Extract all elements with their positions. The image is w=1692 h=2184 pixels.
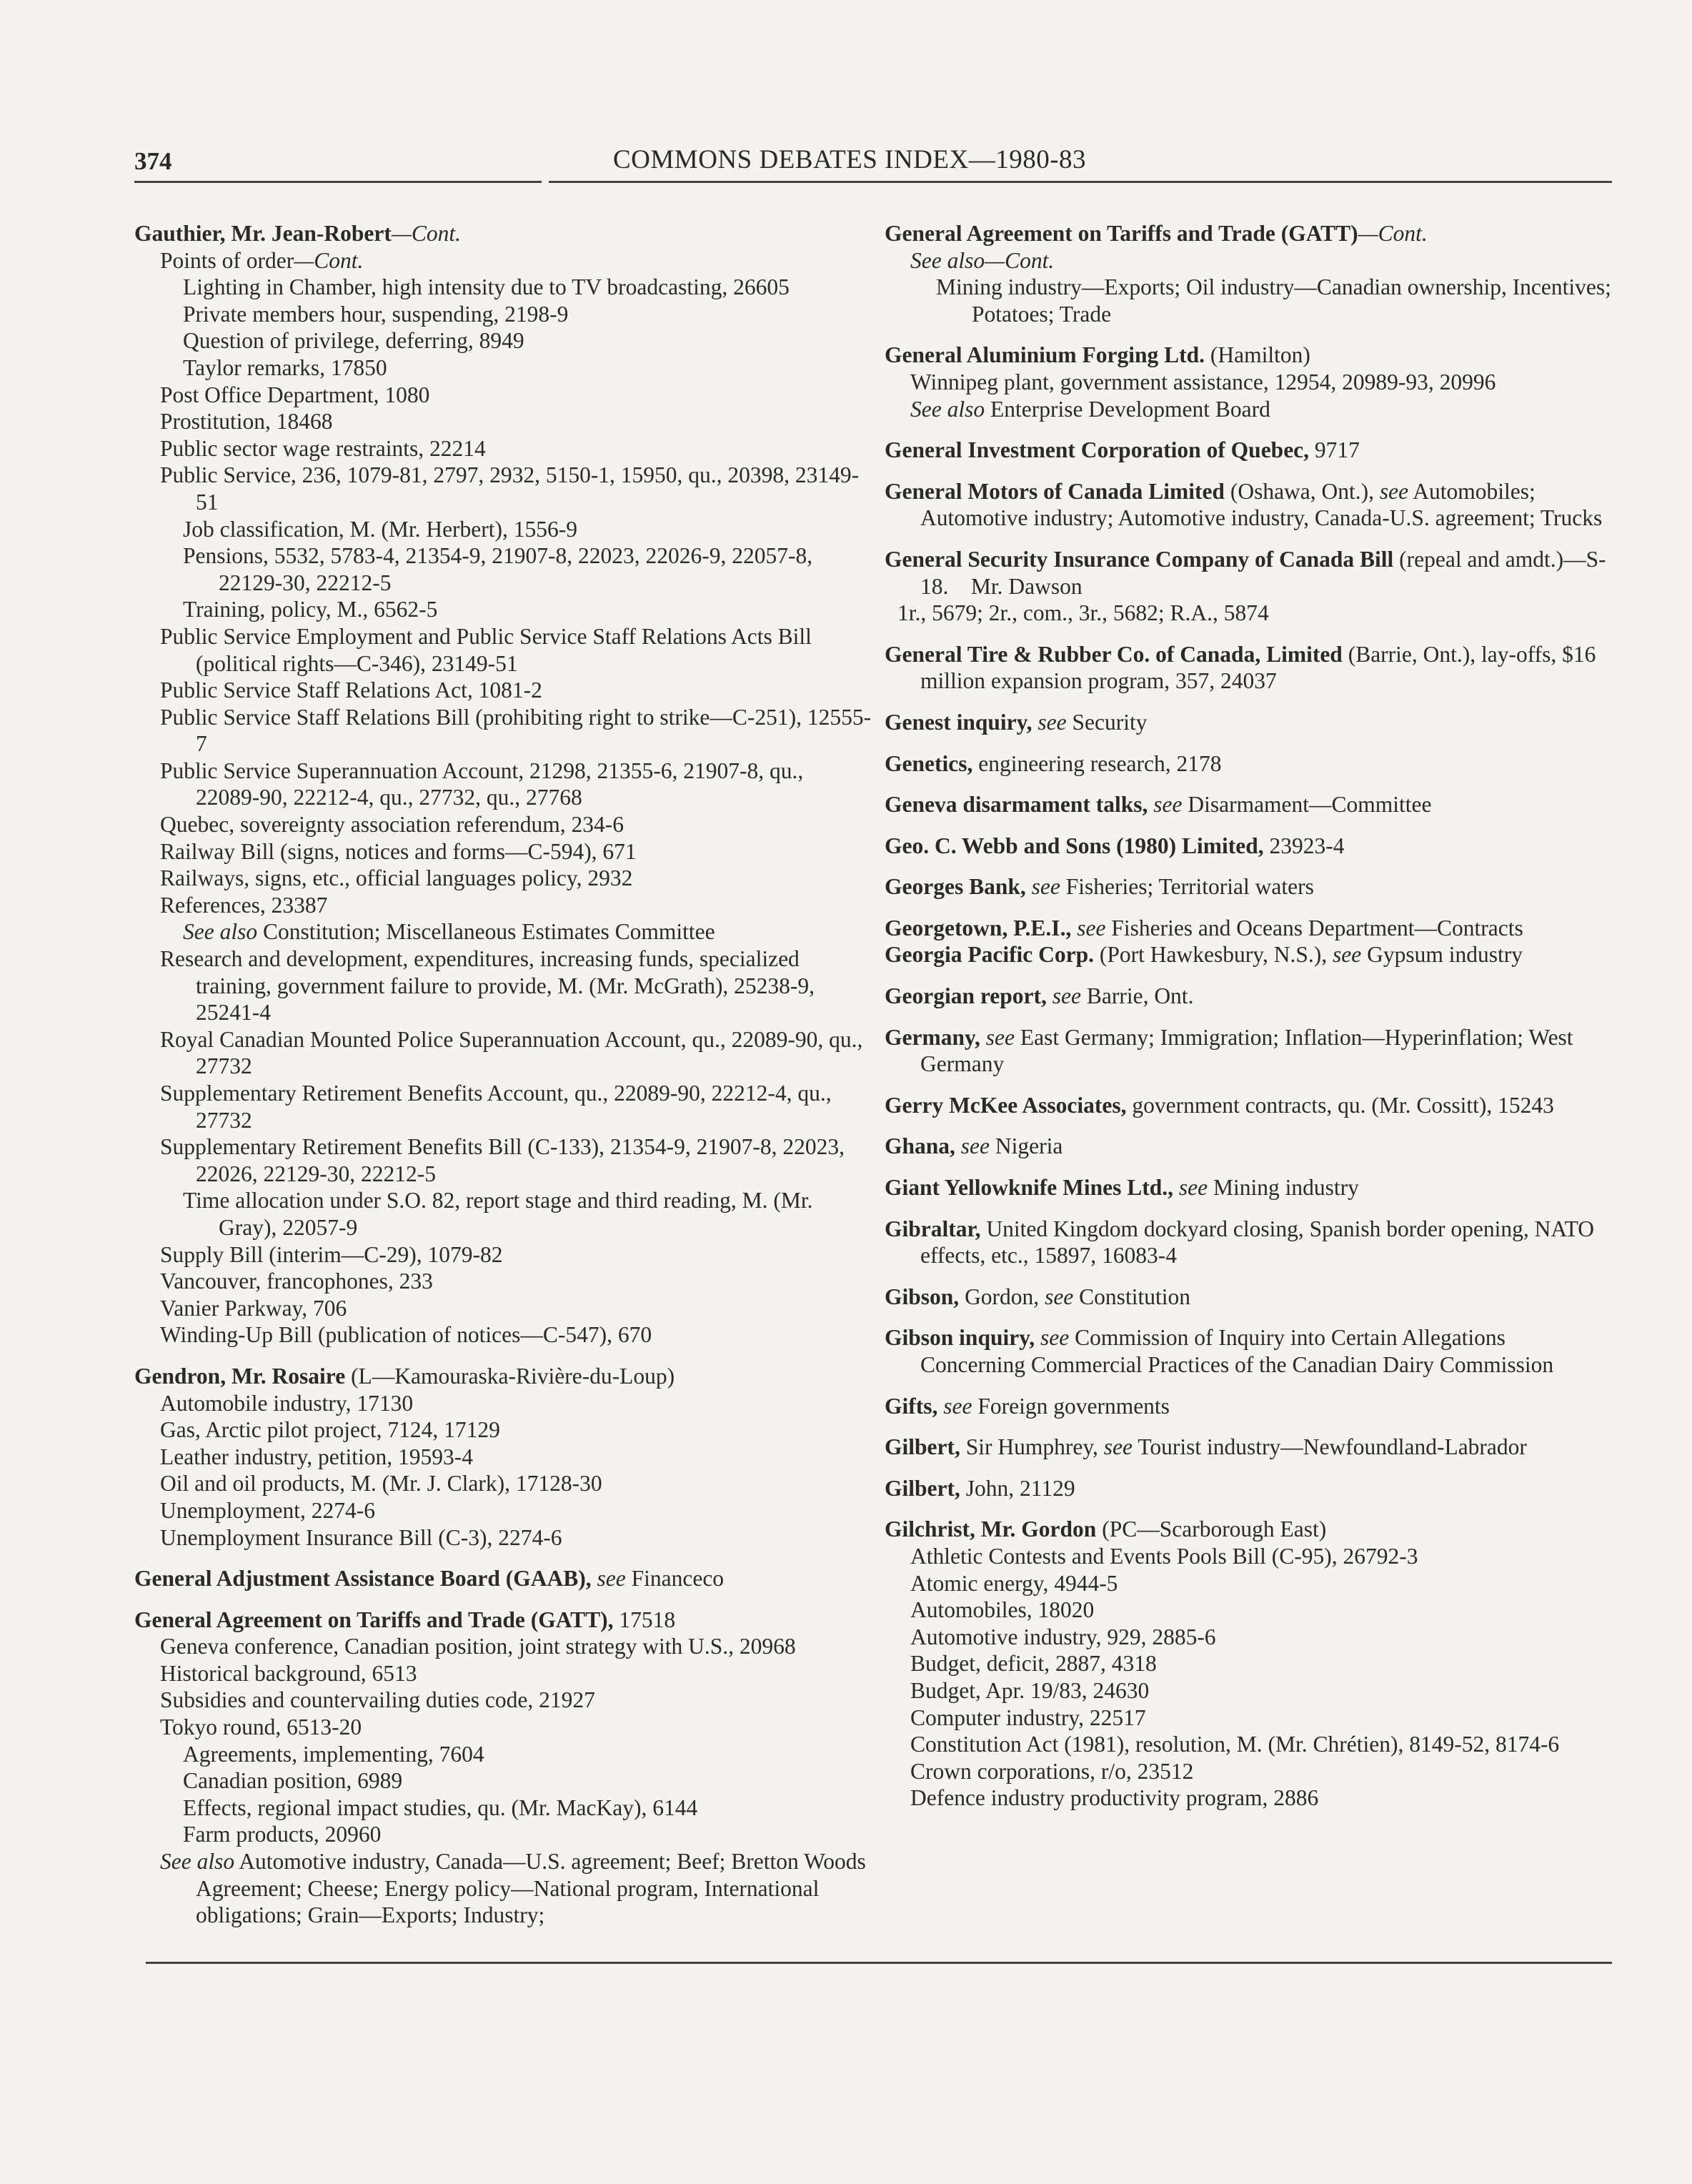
entry-heading [885,1475,1613,1502]
entry-heading [885,220,1613,247]
entry-name: Georgia Pacific Corp. [885,942,1095,968]
cont-label: —Cont. [1358,221,1428,246]
entry-name: General Aluminium Forging Ltd. [885,342,1205,368]
entry-heading [885,1434,1613,1461]
subentry-list [134,945,872,1349]
entry-heading [134,1363,872,1390]
entry-heading [885,915,1613,942]
index-entry [885,791,1613,818]
subentry: References, 23387 [160,892,328,918]
subentry: Athletic Contests and Events Pools Bill (C-95), 26792-3 [910,1543,1418,1569]
subentry: Automobiles, 18020 [910,1597,1095,1623]
subentry: Supplementary Retirement Benefits Bill (C-133), 21354-9, 21907-8, 22023, 22026, 22129-30, 22212-5 [160,1134,845,1186]
entry-text: Gordon, [959,1284,1045,1309]
entry-text: Nigeria [990,1133,1063,1159]
entry-text: Foreign governments [972,1393,1170,1419]
index-entry-gatt [134,1607,872,1929]
index-entry-gilchrist [885,1516,1613,1812]
index-entry-motors [885,478,1613,532]
entry-name: Geneva disarmament talks, [885,792,1148,818]
index-entry-gibraltar [885,1216,1613,1269]
entry-text: Mining industry [1208,1175,1359,1201]
see-label: see [1045,1284,1074,1309]
entry-text: 17518 [613,1607,676,1632]
see-also-line [134,918,872,945]
entry-text: Gypsum industry [1361,942,1523,968]
entry-heading [885,750,1613,778]
entry-heading [134,1607,872,1634]
entry-text: Constitution [1073,1284,1190,1309]
left-column [134,220,872,1929]
subentry: Gas, Arctic pilot project, 7124, 17129 [160,1417,500,1443]
see-also-label: See also [910,396,985,422]
entry-text: engineering research, 2178 [972,750,1222,776]
entry-text: Sir Humphrey, [960,1434,1104,1460]
sub-subentry: Time allocation under S.O. 82, report stage and third reading, M. (Mr. Gray), 22057-9 [183,1188,813,1240]
entry-heading [885,1174,1613,1201]
entry-name: Geo. C. Webb and Sons (1980) Limited, [885,833,1264,858]
entry-name: Gifts, [885,1393,938,1419]
entry-name: Gibraltar, [885,1216,981,1241]
entry-name: Gauthier, Mr. Jean-Robert [134,221,392,246]
entry-name: General Agreement on Tariffs and Trade (GATT), [134,1607,614,1632]
subentry: Crown corporations, r/o, 23512 [910,1758,1194,1784]
subentry: Railways, signs, etc., official languages policy, 2932 [160,865,633,891]
entry-heading [885,873,1613,900]
right-column [885,220,1613,1812]
entry-name: Gibson inquiry, [885,1325,1035,1351]
entry-text: (Oshawa, Ont.), [1224,478,1380,504]
subentry: Supplementary Retirement Benefits Account, qu., 22089-90, 22212-4, qu., 27732 [160,1081,832,1133]
entry-name: Gilbert, [885,1434,960,1460]
see-label: see [1103,1434,1133,1460]
subentry: Budget, Apr. 19/83, 24630 [910,1677,1150,1703]
entry-heading [885,437,1613,464]
see-also-line [885,247,1613,274]
subentry: Automotive industry, 929, 2885-6 [910,1624,1216,1649]
see-also-line [885,396,1613,423]
see-label: see [1332,942,1362,968]
subentry: Winnipeg plant, government assistance, 12954, 20989-93, 20996 [910,369,1496,394]
subentry: Computer industry, 22517 [910,1704,1146,1730]
index-entry-investment [885,437,1613,464]
subentry: Railway Bill (signs, notices and forms—C-594), 671 [160,838,637,864]
index-entry [885,833,1613,860]
entry-text: United Kingdom dockyard closing, Spanish border opening, NATO effects, etc., 15897, 16083-4 [920,1216,1595,1269]
index-entry-georgian [885,983,1613,1010]
subentry: Atomic energy, 4944-5 [910,1570,1118,1596]
see-also-text: Mining industry—Exports; Oil industry—Canadian ownership, Incentives; Potatoes; Trade [936,274,1611,327]
sub-subentry: Training, policy, M., 6562-5 [183,597,438,622]
subentry: Subsidies and countervailing duties code, 21927 [160,1687,595,1713]
subentry: Public Service Staff Relations Bill (prohibiting right to strike—C-251), 12555-7 [160,704,872,757]
entry-heading [885,342,1613,369]
entry-name: Genetics, [885,750,973,776]
subentry: Constitution Act (1981), resolution, M. (Mr. Chrétien), 8149-52, 8174-6 [910,1732,1560,1757]
subentry: Tokyo round, 6513-20 [160,1714,362,1740]
subentry: Automobile industry, 17130 [160,1390,414,1416]
see-label: see [1052,983,1081,1009]
entry-name: General Security Insurance Company of Canada Bill [885,546,1394,572]
see-also-text: Constitution; Miscellaneous Estimates Committee [257,919,715,945]
entry-name: Gendron, Mr. Rosaire [134,1363,346,1389]
simple-entry-list [885,709,1613,942]
see-label: see [1040,1325,1070,1351]
index-entry-gatt-cont [885,220,1613,327]
subentry: Post Office Department, 1080 [160,382,430,407]
index-entry-gifts [885,1393,1613,1420]
entry-heading [885,791,1613,818]
subentry-list [134,1390,872,1552]
entry-name: Germany, [885,1024,980,1050]
entry-text: Tourist industry—Newfoundland-Labrador [1133,1434,1527,1460]
entry-name: Giant Yellowknife Mines Ltd., [885,1175,1173,1201]
subentry-text: Points of order [160,247,294,273]
entry-heading [885,1216,1613,1269]
index-entry-gibson [885,1284,1613,1311]
entry-heading [885,546,1613,600]
sub-subentry: Taylor remarks, 17850 [183,354,387,380]
entry-text: John, 21129 [960,1475,1075,1501]
entry-text: (Hamilton) [1205,342,1310,368]
entry-text: Fisheries and Oceans Department—Contracts [1105,915,1523,940]
index-entry-ghana [885,1133,1613,1160]
cont-label: —Cont. [294,247,364,273]
entry-text: Automobiles; Automotive industry; Automotive industry, Canada-U.S. agreement; Trucks [920,478,1603,531]
entry-heading [885,1024,1613,1078]
entry-name: General Tire & Rubber Co. of Canada, Limited [885,641,1343,667]
page-number: 374 [134,147,172,175]
sub-subentry: Lighting in Chamber, high intensity due to TV broadcasting, 26605 [183,274,790,300]
subentry: Research and development, expenditures, increasing funds, specialized training, government failure to provide, M. (Mr. McGrath), 25238-9, 25241-4 [160,946,815,1026]
see-label: see [1031,874,1060,900]
cont-label: —Cont. [985,247,1055,273]
entry-name: General Agreement on Tariffs and Trade (GATT) [885,221,1358,246]
sub-subentry: Effects, regional impact studies, qu. (Mr. MacKay), 6144 [183,1795,698,1820]
entry-name: Gibson, [885,1284,960,1309]
header-rule-left [134,181,542,183]
entry-name: Gilchrist, Mr. Gordon [885,1517,1097,1542]
entry-heading [885,1284,1613,1311]
entry-heading [885,941,1613,968]
entry-text: Barrie, Ont. [1080,983,1194,1009]
subentry: Royal Canadian Mounted Police Superannuation Account, qu., 22089-90, qu., 27732 [160,1026,863,1079]
subentry: Unemployment Insurance Bill (C-3), 2274-6 [160,1524,562,1550]
entry-heading [885,1324,1613,1378]
entry-name: General Motors of Canada Limited [885,478,1225,504]
see-label: see [960,1133,990,1159]
subentry: Oil and oil products, M. (Mr. J. Clark), 17128-30 [160,1471,602,1496]
entry-text: government contracts, qu. (Mr. Cossitt), 15243 [1126,1092,1554,1118]
sub-subentry: Farm products, 20960 [183,1822,382,1847]
entry-heading [885,1393,1613,1420]
see-also-label: See also [183,919,258,945]
entry-name: Gerry McKee Associates, [885,1092,1127,1118]
entry-text: (PC—Scarborough East) [1096,1517,1327,1542]
entry-text: (L—Kamouraska-Rivière-du-Loup) [345,1363,675,1389]
index-entry-gerry [885,1092,1613,1119]
subentry [134,247,872,274]
running-title: COMMONS DEBATES INDEX—1980-83 [613,145,1087,174]
see-also-label: See also [910,247,985,273]
see-also-line [134,1848,872,1929]
subentry: Quebec, sovereignty association referendum, 234-6 [160,812,624,838]
subentry: Vancouver, francophones, 233 [160,1269,433,1294]
entry-name: Genest inquiry, [885,709,1032,735]
see-label: see [1178,1175,1208,1201]
cont-label: —Cont. [391,221,462,246]
entry-text: (Port Hawkesbury, N.S.), [1094,942,1333,968]
index-entry-gaab [134,1565,872,1592]
subentry: Historical background, 6513 [160,1660,417,1686]
index-entry-tire [885,641,1613,695]
subentry: Public Service, 236, 1079-81, 2797, 2932, 5150-1, 15950, qu., 20398, 23149-51 [160,462,860,515]
page-header [134,142,1606,184]
header-rule-right [549,181,1612,183]
entry-text: (repeal and amdt.)—S-18. Mr. Dawson [920,546,1606,599]
entry-text: 9717 [1309,437,1360,463]
see-label: see [985,1024,1015,1050]
index-entry-germany [885,1024,1613,1078]
entry-name: Ghana, [885,1133,955,1159]
index-entry-georgia [885,941,1613,968]
entry-name: General Investment Corporation of Quebec, [885,437,1310,463]
see-also-label: See also [160,1849,235,1875]
index-entry-giant [885,1174,1613,1201]
entry-heading [885,709,1613,736]
sub-subentry: Agreements, implementing, 7604 [183,1741,484,1767]
subentry: Public sector wage restraints, 22214 [160,435,486,461]
see-also-text: Enterprise Development Board [985,396,1270,422]
subentry: Defence industry productivity program, 2886 [910,1785,1319,1811]
entry-heading [885,1133,1613,1160]
entry-heading [134,220,872,247]
index-entry-gilbert-humphrey [885,1434,1613,1461]
entry-heading [885,1516,1613,1543]
entry-text: Commission of Inquiry into Certain Allegations Concerning Commercial Practices of the Canadian Dairy Commission [920,1325,1554,1377]
bottom-rule [146,1962,1612,1964]
subentry: Budget, deficit, 2887, 4318 [910,1651,1157,1677]
index-entry [885,915,1613,942]
subentry-list [134,1633,872,1848]
index-entry [885,709,1613,736]
entry-text: Financeco [625,1566,725,1592]
sub-subentry: Pensions, 5532, 5783-4, 21354-9, 21907-8, 22023, 22026-9, 22057-8, 22129-30, 22212-5 [183,543,813,595]
entry-heading [885,641,1613,695]
subentry: Winding-Up Bill (publication of notices—C-547), 670 [160,1322,652,1348]
index-entry-gendron [134,1363,872,1551]
bill-stages: 1r., 5679; 2r., com., 3r., 5682; R.A., 5874 [897,600,1269,626]
subentry: Public Service Superannuation Account, 21298, 21355-6, 21907-8, qu., 22089-90, 22212-4, qu., 27732, qu., 27768 [160,758,804,810]
subentry-list [134,274,872,918]
entry-text: (Barrie, Ont.), lay-offs, $16 million expansion program, 357, 24037 [920,641,1596,694]
entry-name: Gilbert, [885,1475,960,1501]
see-label: see [597,1566,626,1592]
subentry: Prostitution, 18468 [160,409,333,435]
entry-name: Georges Bank, [885,874,1026,900]
entry-name: General Adjustment Assistance Board (GAAB), [134,1566,592,1592]
index-entry-gibson-inquiry [885,1324,1613,1378]
index-entry-security-insurance [885,546,1613,627]
see-label: see [1037,709,1067,735]
sub-subentry: Canadian position, 6989 [183,1768,403,1794]
entry-heading [885,1092,1613,1119]
subentry-list [885,1543,1613,1812]
entry-text: East Germany; Immigration; Inflation—Hyperinflation; West Germany [920,1024,1573,1077]
entry-text: Security [1066,709,1148,735]
see-label: see [943,1393,972,1419]
see-label: see [1153,792,1183,818]
index-entry-aluminium [885,342,1613,422]
entry-text: Disarmament—Committee [1182,792,1432,818]
entry-heading [885,478,1613,532]
entry-text: Fisheries; Territorial waters [1060,874,1314,900]
entry-name: Georgetown, P.E.I., [885,915,1072,940]
index-entry-gauthier [134,220,872,1349]
sub-subentry: Private members hour, suspending, 2198-9 [183,301,569,327]
see-label: see [1077,915,1106,940]
subentry: Supply Bill (interim—C-29), 1079-82 [160,1241,503,1267]
entry-heading [885,833,1613,860]
entry-name: Georgian report, [885,983,1047,1009]
subentry: Vanier Parkway, 706 [160,1295,347,1321]
see-also-text: Automotive industry, Canada—U.S. agreement; Beef; Bretton Woods Agreement; Cheese; Energy policy—National program, International obligations; Grain—Exports; Industry; [196,1849,866,1928]
subentry: Public Service Employment and Public Service Staff Relations Acts Bill (political rights—C-346), 23149-51 [160,623,812,676]
see-label: see [1379,478,1409,504]
index-entry [885,873,1613,900]
index-entry [885,750,1613,778]
subentry: Leather industry, petition, 19593-4 [160,1444,473,1469]
entry-heading [134,1565,872,1592]
sub-subentry: Job classification, M. (Mr. Herbert), 1556-9 [183,516,578,542]
sub-subentry: Question of privilege, deferring, 8949 [183,328,524,354]
entry-text: 23923-4 [1263,833,1345,858]
entry-heading [885,983,1613,1010]
subentry: Public Service Staff Relations Act, 1081-2 [160,677,542,703]
subentry: Unemployment, 2274-6 [160,1497,375,1523]
index-entry-gilbert-john [885,1475,1613,1502]
subentry: Geneva conference, Canadian position, joint strategy with U.S., 20968 [160,1634,796,1659]
